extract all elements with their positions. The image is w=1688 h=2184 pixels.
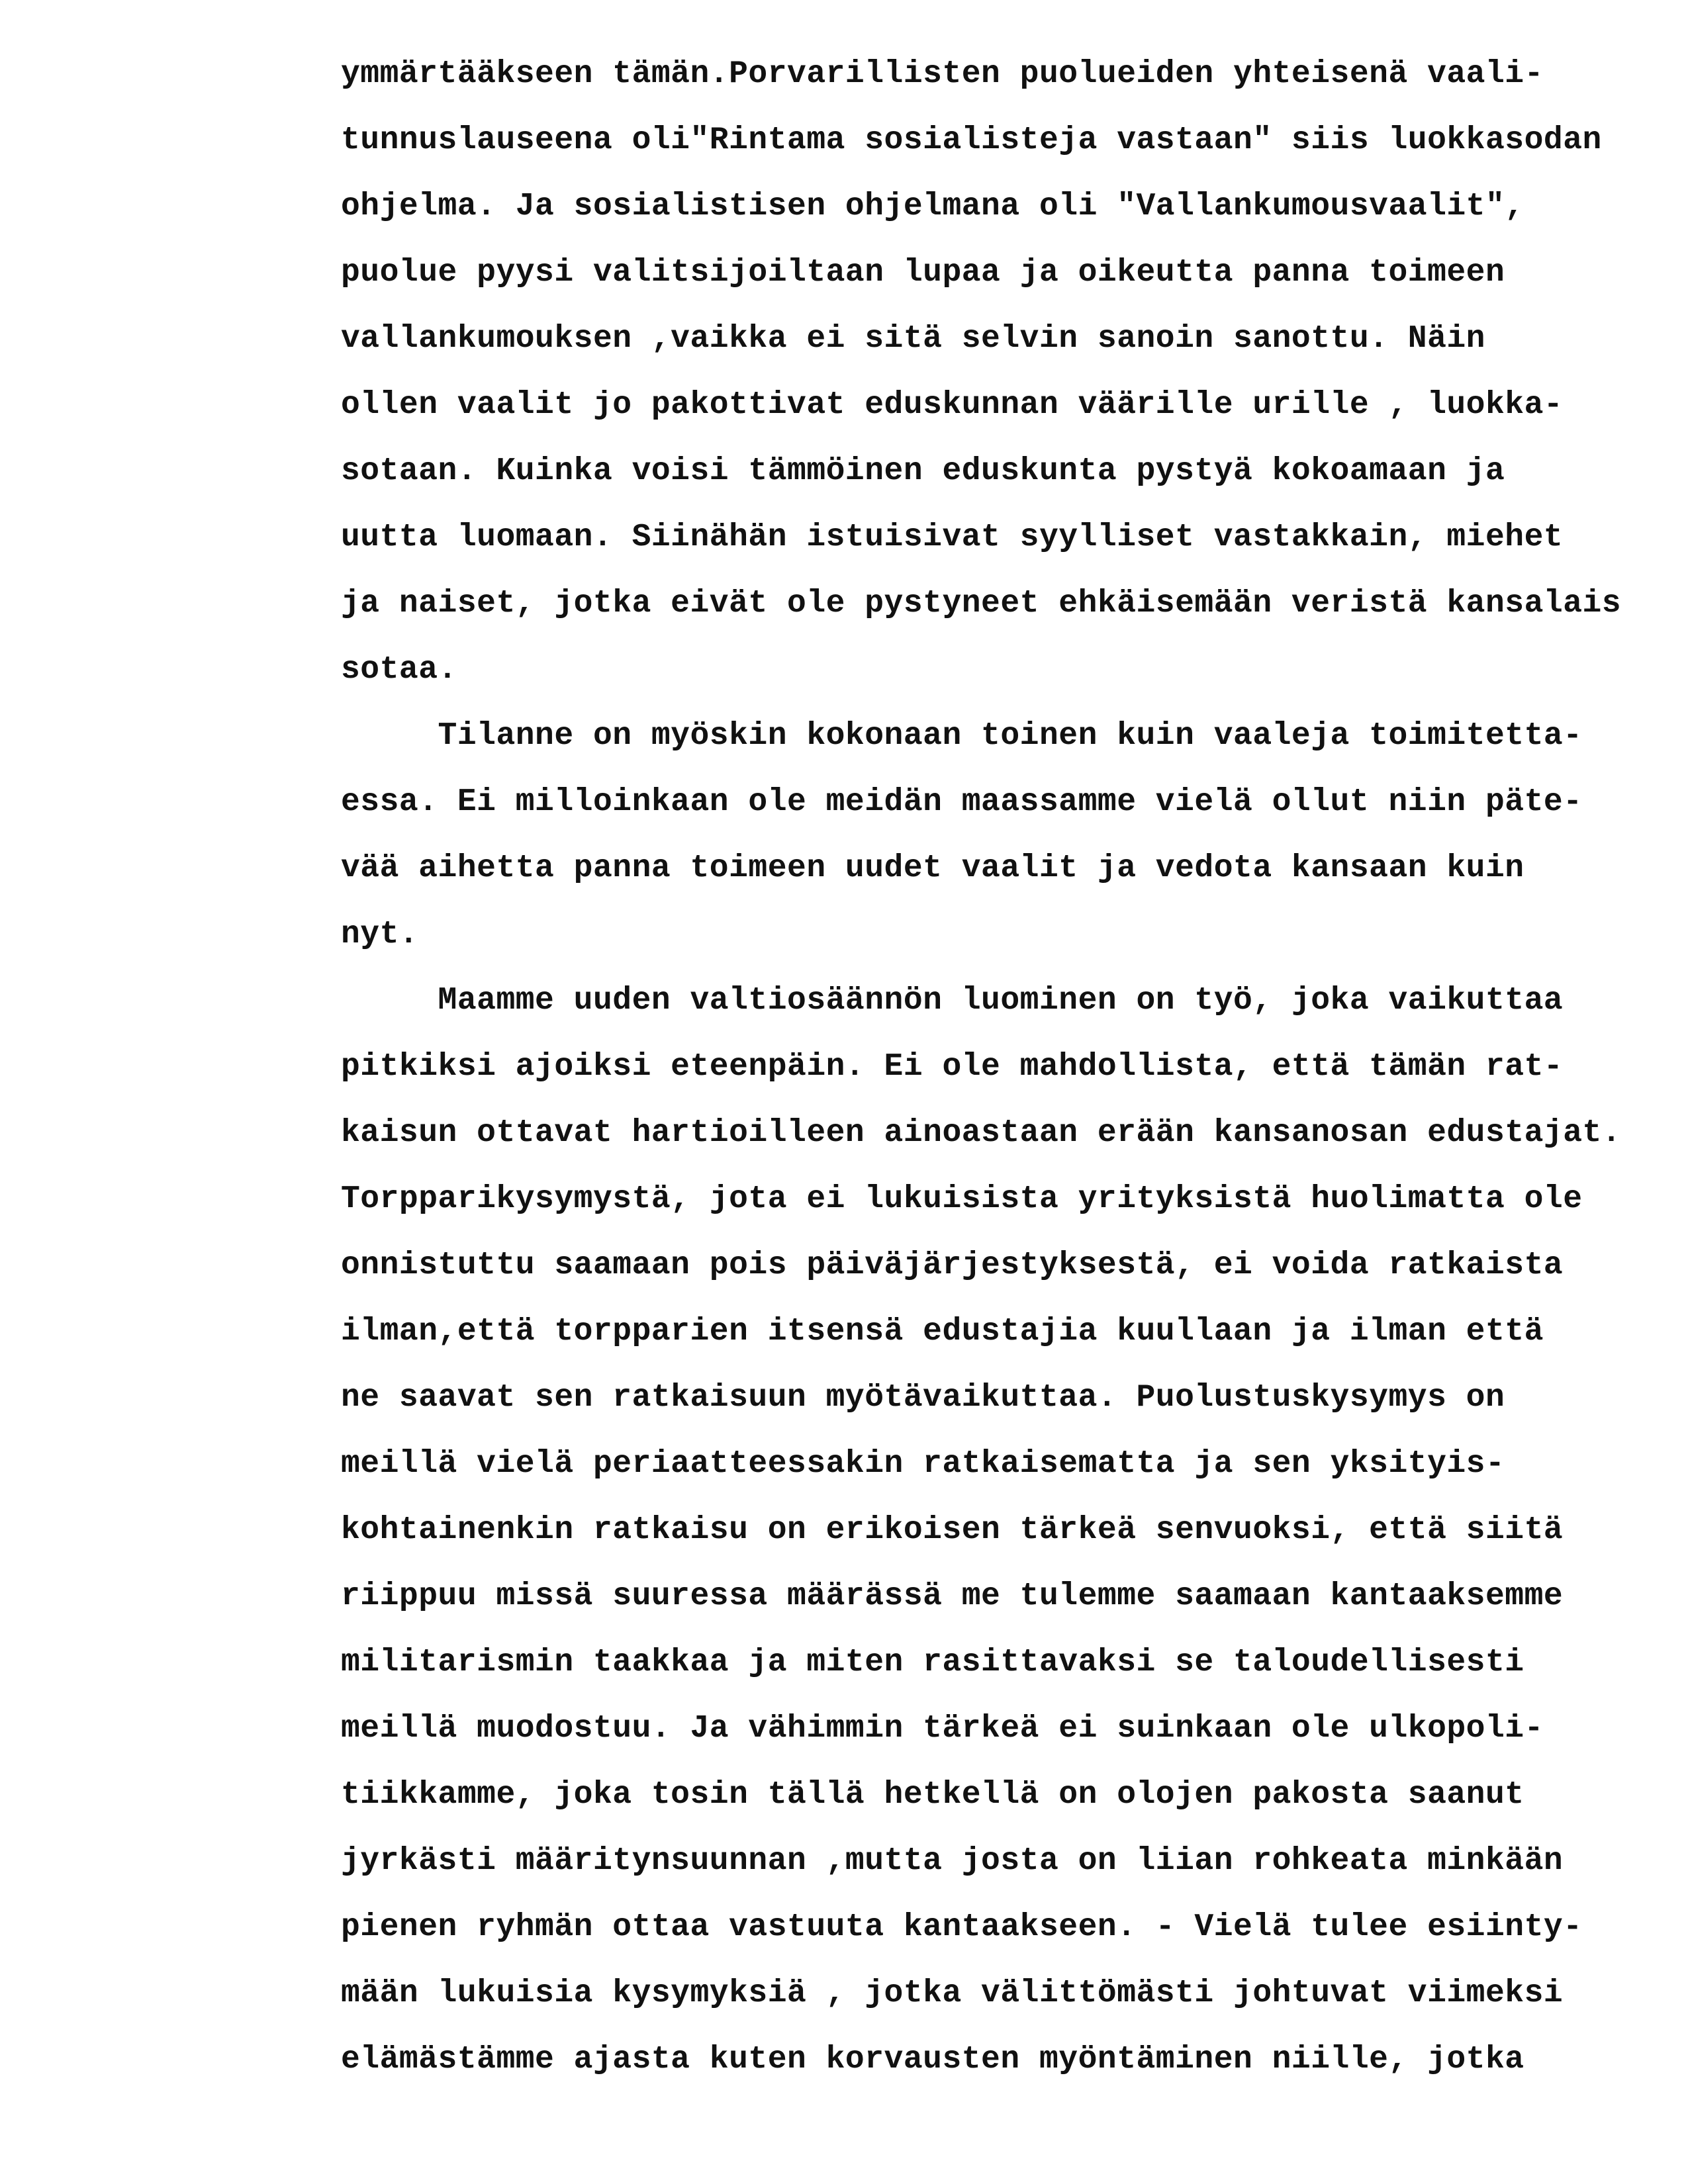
typescript-line: meillä vielä periaatteessakin ratkaisematta ja sen yksityis-	[341, 1446, 1505, 1482]
typescript-line: jyrkästi määritynsuunnan ,mutta josta on liian rohkeata minkään	[341, 1843, 1564, 1879]
typescript-line: ymmärtääkseen tämän.Porvarillisten puolueiden yhteisenä vaali-	[341, 56, 1544, 92]
typescript-line: essa. Ei milloinkaan ole meidän maassamme vielä ollut niin päte-	[341, 784, 1583, 820]
typescript-line: tunnuslauseena oli"Rintama sosialisteja vastaan" siis luokkasodan	[341, 122, 1602, 158]
typescript-line: nyt.	[341, 917, 419, 952]
typescript-line: ne saavat sen ratkaisuun myötävaikuttaa. Puolustuskysymys on	[341, 1380, 1505, 1416]
typescript-line: riippuu missä suuressa määrässä me tulemme saamaan kantaaksemme	[341, 1578, 1564, 1614]
typescript-line: militarismin taakkaa ja miten rasittavaksi se taloudellisesti	[341, 1645, 1524, 1680]
typescript-line: Torpparikysymystä, jota ei lukuisista yrityksistä huolimatta ole	[341, 1181, 1583, 1217]
typescript-body-text	[341, 41, 1671, 2093]
typescript-line: elämästämme ajasta kuten korvausten myöntäminen niille, jotka	[341, 2042, 1524, 2077]
typescript-line: kaisun ottavat hartioilleen ainoastaan erään kansanosan edustajat.	[341, 1115, 1622, 1151]
typescript-line: vää aihetta panna toimeen uudet vaalit ja vedota kansaan kuin	[341, 850, 1524, 886]
typescript-line: sotaa.	[341, 652, 457, 688]
typescript-line: pienen ryhmän ottaa vastuuta kantaakseen. - Vielä tulee esiinty-	[341, 1909, 1583, 1945]
typescript-line: Tilanne on myöskin kokonaan toinen kuin vaaleja toimitetta-	[341, 718, 1583, 754]
typescript-line: onnistuttu saamaan pois päiväjärjestyksestä, ei voida ratkaista	[341, 1248, 1564, 1283]
typescript-line: pitkiksi ajoiksi eteenpäin. Ei ole mahdollista, että tämän rat-	[341, 1049, 1564, 1085]
typescript-line: meillä muodostuu. Ja vähimmin tärkeä ei suinkaan ole ulkopoli-	[341, 1711, 1544, 1747]
typescript-line: uutta luomaan. Siinähän istuisivat syylliset vastakkain, miehet	[341, 520, 1564, 555]
typescript-line: ja naiset, jotka eivät ole pystyneet ehkäisemään veristä kansalais	[341, 586, 1622, 621]
typescript-line: tiikkamme, joka tosin tällä hetkellä on olojen pakosta saanut	[341, 1777, 1524, 1813]
typescript-line: puolue pyysi valitsijoiltaan lupaa ja oikeutta panna toimeen	[341, 255, 1505, 291]
typescript-line: vallankumouksen ,vaikka ei sitä selvin sanoin sanottu. Näin	[341, 321, 1485, 357]
typescript-line: ilman,että torpparien itsensä edustajia kuullaan ja ilman että	[341, 1314, 1544, 1349]
typescript-line: Maamme uuden valtiosäännön luominen on työ, joka vaikuttaa	[341, 983, 1564, 1019]
typescript-line: sotaan. Kuinka voisi tämmöinen eduskunta pystyä kokoamaan ja	[341, 453, 1505, 489]
typescript-line: ollen vaalit jo pakottivat eduskunnan väärille urille , luokka-	[341, 387, 1564, 423]
typescript-line: ohjelma. Ja sosialistisen ohjelmana oli "Vallankumousvaalit",	[341, 189, 1524, 224]
typescript-line: mään lukuisia kysymyksiä , jotka välittömästi johtuvat viimeksi	[341, 1976, 1564, 2011]
typescript-line: kohtainenkin ratkaisu on erikoisen tärkeä senvuoksi, että siitä	[341, 1512, 1564, 1548]
